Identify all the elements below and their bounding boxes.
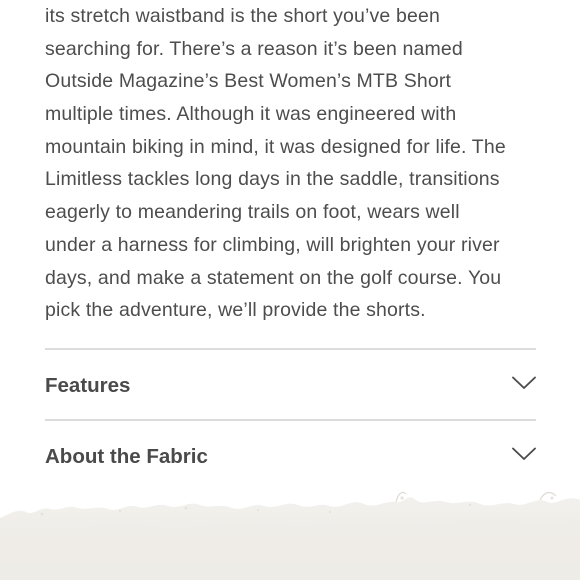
chevron-down-icon[interactable] <box>512 376 536 390</box>
accordion-about-fabric-label: About the Fabric <box>45 445 208 468</box>
chevron-down-icon[interactable] <box>512 447 536 461</box>
description-line: searching for. There’s a reason it’s been named <box>45 37 463 60</box>
description-line: its stretch waistband is the short you’ve been <box>45 5 440 27</box>
product-description <box>45 0 545 327</box>
description-line: under a harness for climbing, will brighten your river <box>45 233 500 256</box>
torn-paper-texture <box>0 478 580 580</box>
accordion-features[interactable] <box>45 348 536 421</box>
description-line: Limitless tackles long days in the saddle, transitions <box>45 168 500 191</box>
description-line: days, and make a statement on the golf course. You <box>45 266 502 289</box>
description-line: mountain biking in mind, it was designed for life. The <box>45 135 506 158</box>
description-line: Outside Magazine’s Best Women’s MTB Short <box>45 70 452 93</box>
accordion-features-label: Features <box>45 374 131 397</box>
description-line: multiple times. Although it was engineered with <box>45 103 457 126</box>
description-line: eagerly to meandering trails on foot, wears well <box>45 201 460 224</box>
description-line: pick the adventure, we’ll provide the shorts. <box>45 299 426 322</box>
